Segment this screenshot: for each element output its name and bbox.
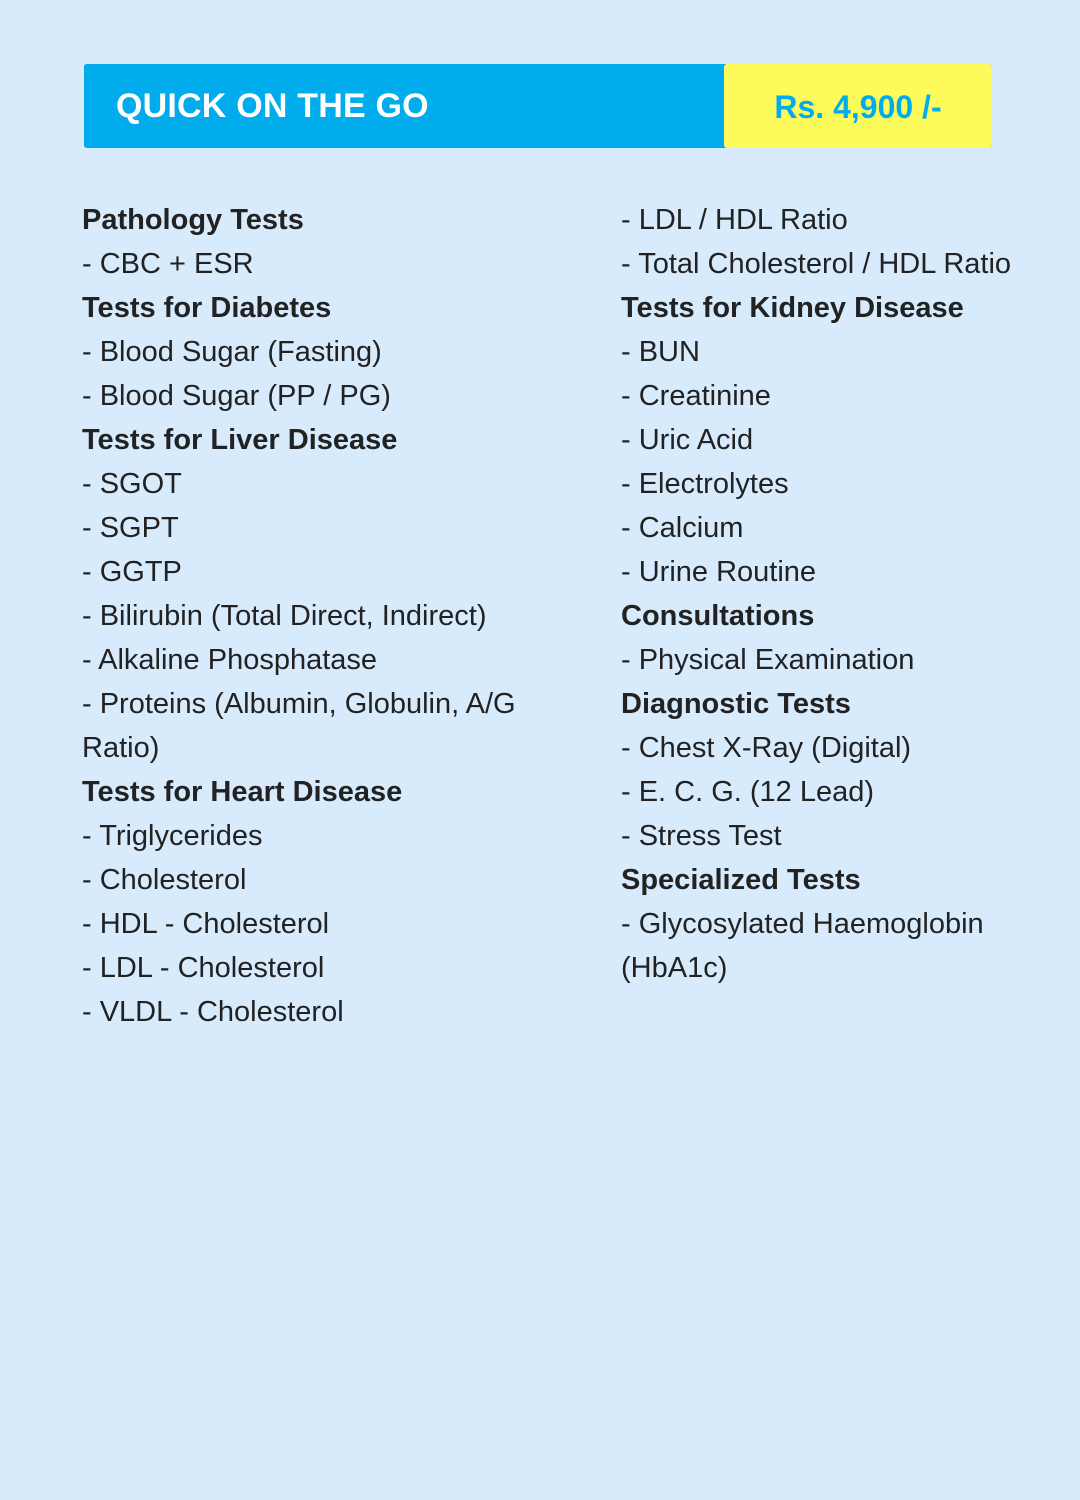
section-heading: Diagnostic Tests — [621, 688, 851, 720]
section-heading: Tests for Diabetes — [82, 292, 332, 324]
test-item: - Total Cholesterol / HDL Ratio — [621, 248, 1012, 280]
test-item: - Urine Routine — [621, 556, 817, 588]
test-item: - LDL - Cholesterol — [82, 952, 325, 984]
section-heading: Pathology Tests — [82, 204, 304, 236]
test-item: - GGTP — [82, 556, 182, 588]
test-item: - Chest X-Ray (Digital) — [621, 732, 912, 764]
section-heading: Tests for Kidney Disease — [621, 292, 964, 324]
section-heading: Tests for Liver Disease — [82, 424, 398, 456]
test-list-right-column — [621, 198, 1061, 990]
package-banner — [84, 64, 992, 148]
test-item: - Uric Acid — [621, 424, 754, 456]
test-item: - VLDL - Cholesterol — [82, 996, 344, 1028]
banner-title-block — [84, 64, 726, 148]
test-item: - SGOT — [82, 468, 182, 500]
package-price: Rs. 4,900 /- — [774, 89, 942, 125]
test-item: - Cholesterol — [82, 864, 247, 896]
test-item: - Calcium — [621, 512, 744, 544]
test-item: - Alkaline Phosphatase — [82, 644, 378, 676]
section-heading: Tests for Heart Disease — [82, 776, 403, 808]
test-item: - Physical Examination — [621, 644, 915, 676]
test-item: - Electrolytes — [621, 468, 789, 500]
test-item: - BUN — [621, 336, 700, 368]
section-heading: Specialized Tests — [621, 864, 861, 896]
test-item: - Glycosylated Haemoglobin (HbA1c) — [621, 908, 984, 984]
test-list-left-column — [82, 198, 542, 1034]
section-heading: Consultations — [621, 600, 815, 632]
test-item: - HDL - Cholesterol — [82, 908, 330, 940]
test-item: - Proteins (Albumin, Globulin, A/G Ratio) — [82, 688, 516, 764]
test-item: - E. C. G. (12 Lead) — [621, 776, 875, 808]
test-item: - LDL / HDL Ratio — [621, 204, 848, 236]
test-item: - Blood Sugar (Fasting) — [82, 336, 382, 368]
test-item: - Blood Sugar (PP / PG) — [82, 380, 391, 412]
test-item: - Triglycerides — [82, 820, 263, 852]
test-item: - SGPT — [82, 512, 179, 544]
price-tag — [724, 64, 992, 148]
package-title: QUICK ON THE GO — [116, 87, 429, 125]
test-item: - Stress Test — [621, 820, 782, 852]
test-item: - CBC + ESR — [82, 248, 254, 280]
test-item: - Creatinine — [621, 380, 771, 412]
test-item: - Bilirubin (Total Direct, Indirect) — [82, 600, 487, 632]
